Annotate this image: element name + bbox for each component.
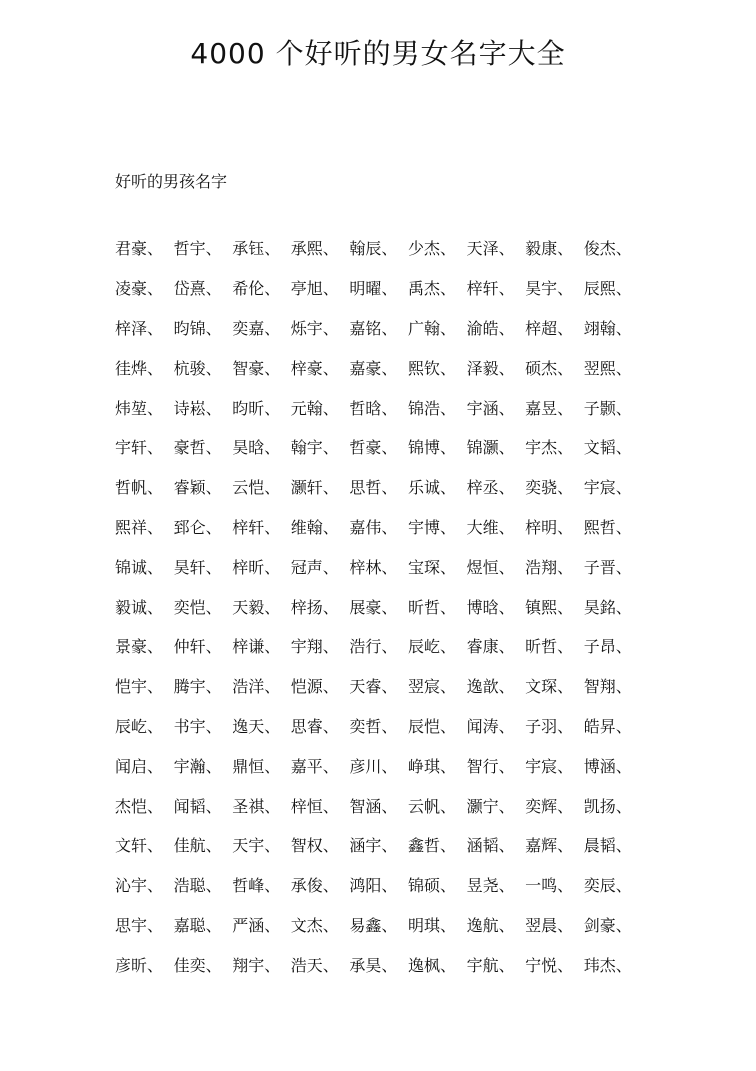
name-row — [115, 666, 735, 706]
name-entry: 锦灏、 — [466, 438, 515, 458]
name-entry: 杭骏、 — [173, 358, 222, 378]
name-entry: 严涵、 — [232, 915, 281, 935]
name-row — [115, 427, 735, 467]
name-entry: 梓轩、 — [232, 517, 281, 537]
name-entry: 逸枫、 — [407, 955, 456, 975]
name-entry: 辰屹、 — [407, 637, 456, 657]
name-entry: 一鸣、 — [525, 876, 574, 896]
name-entry: 镇熙、 — [525, 597, 574, 617]
name-entry: 辰屹、 — [115, 716, 164, 736]
name-entry: 鸿阳、 — [349, 876, 398, 896]
name-entry: 凌豪、 — [115, 279, 164, 299]
name-entry: 承昊、 — [349, 955, 398, 975]
name-entry: 杰恺、 — [115, 796, 164, 816]
name-entry: 熙哲、 — [583, 517, 632, 537]
name-entry: 锦诚、 — [115, 557, 164, 577]
name-entry: 大维、 — [466, 517, 515, 537]
name-entry: 博涵、 — [583, 756, 632, 776]
name-entry: 嘉伟、 — [349, 517, 398, 537]
name-entry: 豪哲、 — [173, 438, 222, 458]
name-entry: 子颢、 — [583, 398, 632, 418]
name-entry: 嘉昱、 — [525, 398, 574, 418]
name-entry: 昀昕、 — [232, 398, 281, 418]
name-entry: 梓丞、 — [466, 478, 515, 498]
name-entry: 辰恺、 — [407, 716, 456, 736]
name-entry: 明琪、 — [407, 915, 456, 935]
name-entry: 梓轩、 — [466, 279, 515, 299]
name-entry: 智权、 — [290, 836, 339, 856]
name-entry: 毅康、 — [525, 239, 574, 259]
name-entry: 闻韬、 — [173, 796, 222, 816]
name-row — [115, 905, 735, 945]
name-entry: 翔宇、 — [232, 955, 281, 975]
name-entry: 天宇、 — [232, 836, 281, 856]
name-entry: 宇翔、 — [290, 637, 339, 657]
name-entry: 昊轩、 — [173, 557, 222, 577]
name-entry: 智涵、 — [349, 796, 398, 816]
name-entry: 思睿、 — [290, 716, 339, 736]
name-entry: 哲晗、 — [349, 398, 398, 418]
name-entry: 凯扬、 — [583, 796, 632, 816]
name-row — [115, 467, 735, 507]
name-entry: 炜堃、 — [115, 398, 164, 418]
name-entry: 承钰、 — [232, 239, 281, 259]
name-entry: 煜恒、 — [466, 557, 515, 577]
name-entry: 子羽、 — [525, 716, 574, 736]
name-entry: 佳航、 — [173, 836, 222, 856]
name-entry: 熙祥、 — [115, 517, 164, 537]
name-entry: 展豪、 — [349, 597, 398, 617]
name-entry: 晨韬、 — [583, 836, 632, 856]
name-entry: 昊宇、 — [525, 279, 574, 299]
name-entry: 云帆、 — [407, 796, 456, 816]
name-entry: 涵韬、 — [466, 836, 515, 856]
name-entry: 广翰、 — [407, 318, 456, 338]
name-entry: 思宇、 — [115, 915, 164, 935]
name-entry: 翊翰、 — [583, 318, 632, 338]
name-entry: 哲帆、 — [115, 478, 164, 498]
name-entry: 翌宸、 — [407, 677, 456, 697]
name-entry: 灏宁、 — [466, 796, 515, 816]
name-entry: 宁悦、 — [525, 955, 574, 975]
name-entry: 宝琛、 — [407, 557, 456, 577]
name-entry: 浩天、 — [290, 955, 339, 975]
name-entry: 奕辉、 — [525, 796, 574, 816]
name-entry: 哲峰、 — [232, 876, 281, 896]
name-entry: 圣祺、 — [232, 796, 281, 816]
name-entry: 泽毅、 — [466, 358, 515, 378]
name-entry: 梓豪、 — [290, 358, 339, 378]
name-entry: 玮杰、 — [583, 955, 632, 975]
name-entry: 智行、 — [466, 756, 515, 776]
name-entry: 易鑫、 — [349, 915, 398, 935]
name-row — [115, 228, 735, 268]
name-entry: 涵宇、 — [349, 836, 398, 856]
document-title: 4000 个好听的男女名字大全 — [190, 37, 566, 70]
name-entry: 逸天、 — [232, 716, 281, 736]
name-entry: 仲轩、 — [173, 637, 222, 657]
name-entry: 睿康、 — [466, 637, 515, 657]
name-entry: 翌晨、 — [525, 915, 574, 935]
name-entry: 乐诚、 — [407, 478, 456, 498]
name-entry: 嘉聪、 — [173, 915, 222, 935]
name-entry: 嘉豪、 — [349, 358, 398, 378]
name-entry: 诗崧、 — [173, 398, 222, 418]
name-entry: 闻涛、 — [466, 716, 515, 736]
name-row — [115, 865, 735, 905]
name-entry: 硕杰、 — [525, 358, 574, 378]
name-entry: 宇杰、 — [525, 438, 574, 458]
name-entry: 智翔、 — [583, 677, 632, 697]
name-entry: 文杰、 — [290, 915, 339, 935]
name-entry: 梓昕、 — [232, 557, 281, 577]
name-row — [115, 308, 735, 348]
name-entry: 浩聪、 — [173, 876, 222, 896]
name-entry: 翌熙、 — [583, 358, 632, 378]
name-entry: 鑫哲、 — [407, 836, 456, 856]
name-entry: 奕骁、 — [525, 478, 574, 498]
name-entry: 元翰、 — [290, 398, 339, 418]
name-entry: 天睿、 — [349, 677, 398, 697]
name-row — [115, 785, 735, 825]
name-entry: 岱熹、 — [173, 279, 222, 299]
name-entry: 逸歆、 — [466, 677, 515, 697]
name-entry: 文轩、 — [115, 836, 164, 856]
name-entry: 锦硕、 — [407, 876, 456, 896]
name-entry: 书宇、 — [173, 716, 222, 736]
name-entry: 梓扬、 — [290, 597, 339, 617]
name-entry: 嘉辉、 — [525, 836, 574, 856]
name-entry: 昱尧、 — [466, 876, 515, 896]
name-entry: 闻启、 — [115, 756, 164, 776]
name-entry: 佳奕、 — [173, 955, 222, 975]
name-entry: 景豪、 — [115, 637, 164, 657]
name-entry: 承俊、 — [290, 876, 339, 896]
name-entry: 昕哲、 — [407, 597, 456, 617]
name-entry: 渝皓、 — [466, 318, 515, 338]
name-entry: 梓超、 — [525, 318, 574, 338]
name-entry: 锦浩、 — [407, 398, 456, 418]
name-entry: 思哲、 — [349, 478, 398, 498]
name-entry: 梓泽、 — [115, 318, 164, 338]
name-entry: 昊晗、 — [232, 438, 281, 458]
name-entry: 天泽、 — [466, 239, 515, 259]
name-entry: 哲豪、 — [349, 438, 398, 458]
name-row — [115, 825, 735, 865]
name-entry: 郅仑、 — [173, 517, 222, 537]
name-entry: 徍烨、 — [115, 358, 164, 378]
name-entry: 君豪、 — [115, 239, 164, 259]
name-entry: 俊杰、 — [583, 239, 632, 259]
name-entry: 沁宇、 — [115, 876, 164, 896]
name-entry: 熙钦、 — [407, 358, 456, 378]
name-row — [115, 387, 735, 427]
name-entry: 梓谦、 — [232, 637, 281, 657]
name-entry: 烁宇、 — [290, 318, 339, 338]
name-entry: 少杰、 — [407, 239, 456, 259]
name-entry: 冠声、 — [290, 557, 339, 577]
name-entry: 恺源、 — [290, 677, 339, 697]
name-entry: 梓明、 — [525, 517, 574, 537]
name-entry: 宇博、 — [407, 517, 456, 537]
name-entry: 彦川、 — [349, 756, 398, 776]
name-entry: 翰辰、 — [349, 239, 398, 259]
name-entry: 博晗、 — [466, 597, 515, 617]
name-entry: 奕嘉、 — [232, 318, 281, 338]
name-entry: 鼎恒、 — [232, 756, 281, 776]
name-entry: 浩洋、 — [232, 677, 281, 697]
name-row — [115, 626, 735, 666]
name-entry: 浩翔、 — [525, 557, 574, 577]
name-entry: 剑豪、 — [583, 915, 632, 935]
name-row — [115, 507, 735, 547]
name-entry: 奕辰、 — [583, 876, 632, 896]
name-entry: 浩行、 — [349, 637, 398, 657]
name-entry: 腾宇、 — [173, 677, 222, 697]
name-entry: 云恺、 — [232, 478, 281, 498]
name-entry: 宇航、 — [466, 955, 515, 975]
name-row — [115, 706, 735, 746]
name-entry: 昀锦、 — [173, 318, 222, 338]
name-entry: 昕哲、 — [525, 637, 574, 657]
name-entry: 宇宸、 — [525, 756, 574, 776]
name-entry: 子昂、 — [583, 637, 632, 657]
name-row — [115, 745, 735, 785]
name-entry: 明曜、 — [349, 279, 398, 299]
name-entry: 承熙、 — [290, 239, 339, 259]
name-entry: 梓林、 — [349, 557, 398, 577]
section-heading: 好听的男孩名字 — [115, 172, 228, 191]
name-entry: 宇涵、 — [466, 398, 515, 418]
name-entry: 恺宇、 — [115, 677, 164, 697]
name-entry: 昊銘、 — [583, 597, 632, 617]
name-entry: 嘉铭、 — [349, 318, 398, 338]
name-entry: 智豪、 — [232, 358, 281, 378]
name-entry: 锦博、 — [407, 438, 456, 458]
name-entry: 毅诚、 — [115, 597, 164, 617]
name-entry: 宇轩、 — [115, 438, 164, 458]
name-row — [115, 586, 735, 626]
name-entry: 睿颖、 — [173, 478, 222, 498]
name-entry: 嘉平、 — [290, 756, 339, 776]
name-row — [115, 347, 735, 387]
name-entry: 文琛、 — [525, 677, 574, 697]
name-entry: 宇宸、 — [583, 478, 632, 498]
name-entry: 梓恒、 — [290, 796, 339, 816]
name-entry: 翰宇、 — [290, 438, 339, 458]
name-entry: 希伦、 — [232, 279, 281, 299]
name-entry: 子晋、 — [583, 557, 632, 577]
name-entry: 奕恺、 — [173, 597, 222, 617]
name-entry: 哲宇、 — [173, 239, 222, 259]
name-entry: 彦昕、 — [115, 955, 164, 975]
name-entry: 文韬、 — [583, 438, 632, 458]
name-entry: 逸航、 — [466, 915, 515, 935]
name-entry: 灏轩、 — [290, 478, 339, 498]
name-entry: 峥琪、 — [407, 756, 456, 776]
name-entry: 禹杰、 — [407, 279, 456, 299]
name-row — [115, 546, 735, 586]
name-entry: 辰熙、 — [583, 279, 632, 299]
name-entry: 维翰、 — [290, 517, 339, 537]
name-row — [115, 944, 735, 984]
name-entry: 奕哲、 — [349, 716, 398, 736]
name-row — [115, 268, 735, 308]
name-entry: 皓昇、 — [583, 716, 632, 736]
name-entry: 亭旭、 — [290, 279, 339, 299]
names-grid — [115, 228, 735, 984]
name-entry: 宇瀚、 — [173, 756, 222, 776]
name-entry: 天毅、 — [232, 597, 281, 617]
